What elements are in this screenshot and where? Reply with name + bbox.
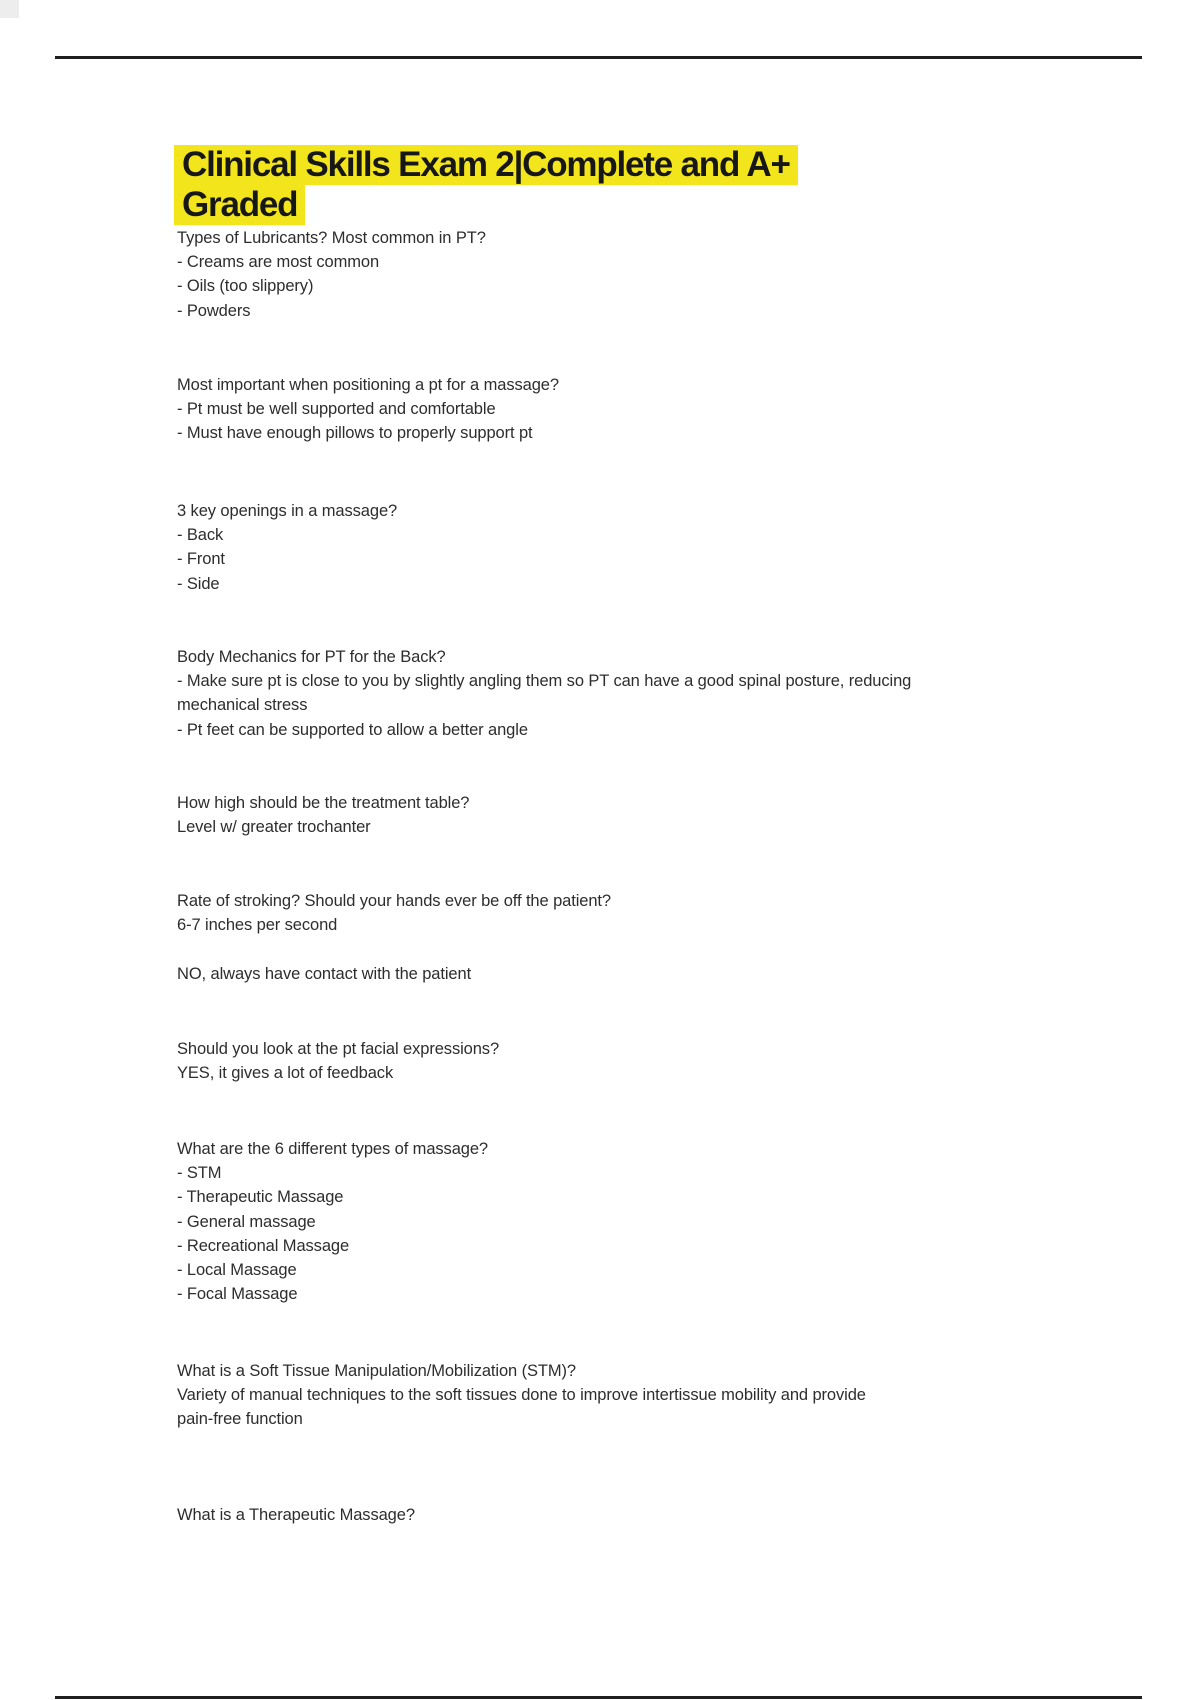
answer-line: - Pt must be well supported and comfortable: [177, 400, 496, 419]
qa-block: [177, 226, 1057, 323]
question-line: Most important when positioning a pt for a massage?: [177, 376, 559, 394]
answer-line: - Must have enough pillows to properly support pt: [177, 424, 533, 443]
answer-line: - Front: [177, 550, 225, 569]
question-line: What is a Soft Tissue Manipulation/Mobilization (STM)?: [177, 1362, 577, 1380]
title-line-2: Graded: [174, 185, 305, 225]
answer-line: - Side: [177, 574, 220, 593]
question-line: What are the 6 different types of massage?: [177, 1140, 489, 1158]
question-line: Types of Lubricants? Most common in PT?: [177, 229, 486, 247]
title-line-1: Clinical Skills Exam 2|Complete and A+: [174, 145, 798, 185]
answer-line: mechanical stress: [177, 696, 308, 715]
answer-line: - Local Massage: [177, 1261, 297, 1280]
bottom-rule: [55, 1696, 1142, 1699]
answer-line: - Therapeutic Massage: [177, 1188, 344, 1207]
answer-line: - Back: [177, 526, 224, 545]
answer-line: Level w/ greater trochanter: [177, 818, 371, 837]
question-line: 3 key openings in a massage?: [177, 502, 398, 520]
corner-artifact: [0, 0, 19, 18]
question-line: Should you look at the pt facial expressions?: [177, 1040, 500, 1058]
question-line: Rate of stroking? Should your hands ever be off the patient?: [177, 892, 611, 910]
answer-line: - Powders: [177, 301, 251, 320]
answer-line: - STM: [177, 1164, 222, 1183]
answer-line: pain-free function: [177, 1410, 303, 1429]
answer-line: - Focal Massage: [177, 1285, 298, 1304]
answer-line: - Pt feet can be supported to allow a better angle: [177, 720, 528, 739]
qa-block: [177, 1137, 1057, 1306]
qa-block: [177, 1037, 1057, 1085]
qa-block: [177, 791, 1057, 839]
answer-line: - Recreational Massage: [177, 1236, 350, 1255]
top-rule: [55, 56, 1142, 59]
question-line: How high should be the treatment table?: [177, 794, 470, 812]
answer-line: - Make sure pt is close to you by slightly angling them so PT can have a good spinal posture, reducing: [177, 672, 912, 691]
answer-line: YES, it gives a lot of feedback: [177, 1064, 394, 1083]
qa-block: [177, 889, 1057, 986]
answer-line: - Creams are most common: [177, 253, 380, 272]
page-title: [176, 145, 798, 225]
qa-block: [177, 645, 1057, 742]
question-line: What is a Therapeutic Massage?: [177, 1506, 415, 1524]
blank-line: [177, 937, 1057, 961]
qa-block: [177, 1503, 1057, 1527]
answer-line: Variety of manual techniques to the soft tissues done to improve intertissue mobility and provide: [177, 1386, 866, 1405]
qa-block: [177, 373, 1057, 446]
answer-line: - General massage: [177, 1212, 316, 1231]
answer-line: NO, always have contact with the patient: [177, 964, 472, 983]
answer-line: - Oils (too slippery): [177, 277, 314, 296]
qa-block: [177, 1359, 1057, 1432]
question-line: Body Mechanics for PT for the Back?: [177, 648, 446, 666]
qa-block: [177, 499, 1057, 596]
answer-line: 6-7 inches per second: [177, 916, 338, 935]
